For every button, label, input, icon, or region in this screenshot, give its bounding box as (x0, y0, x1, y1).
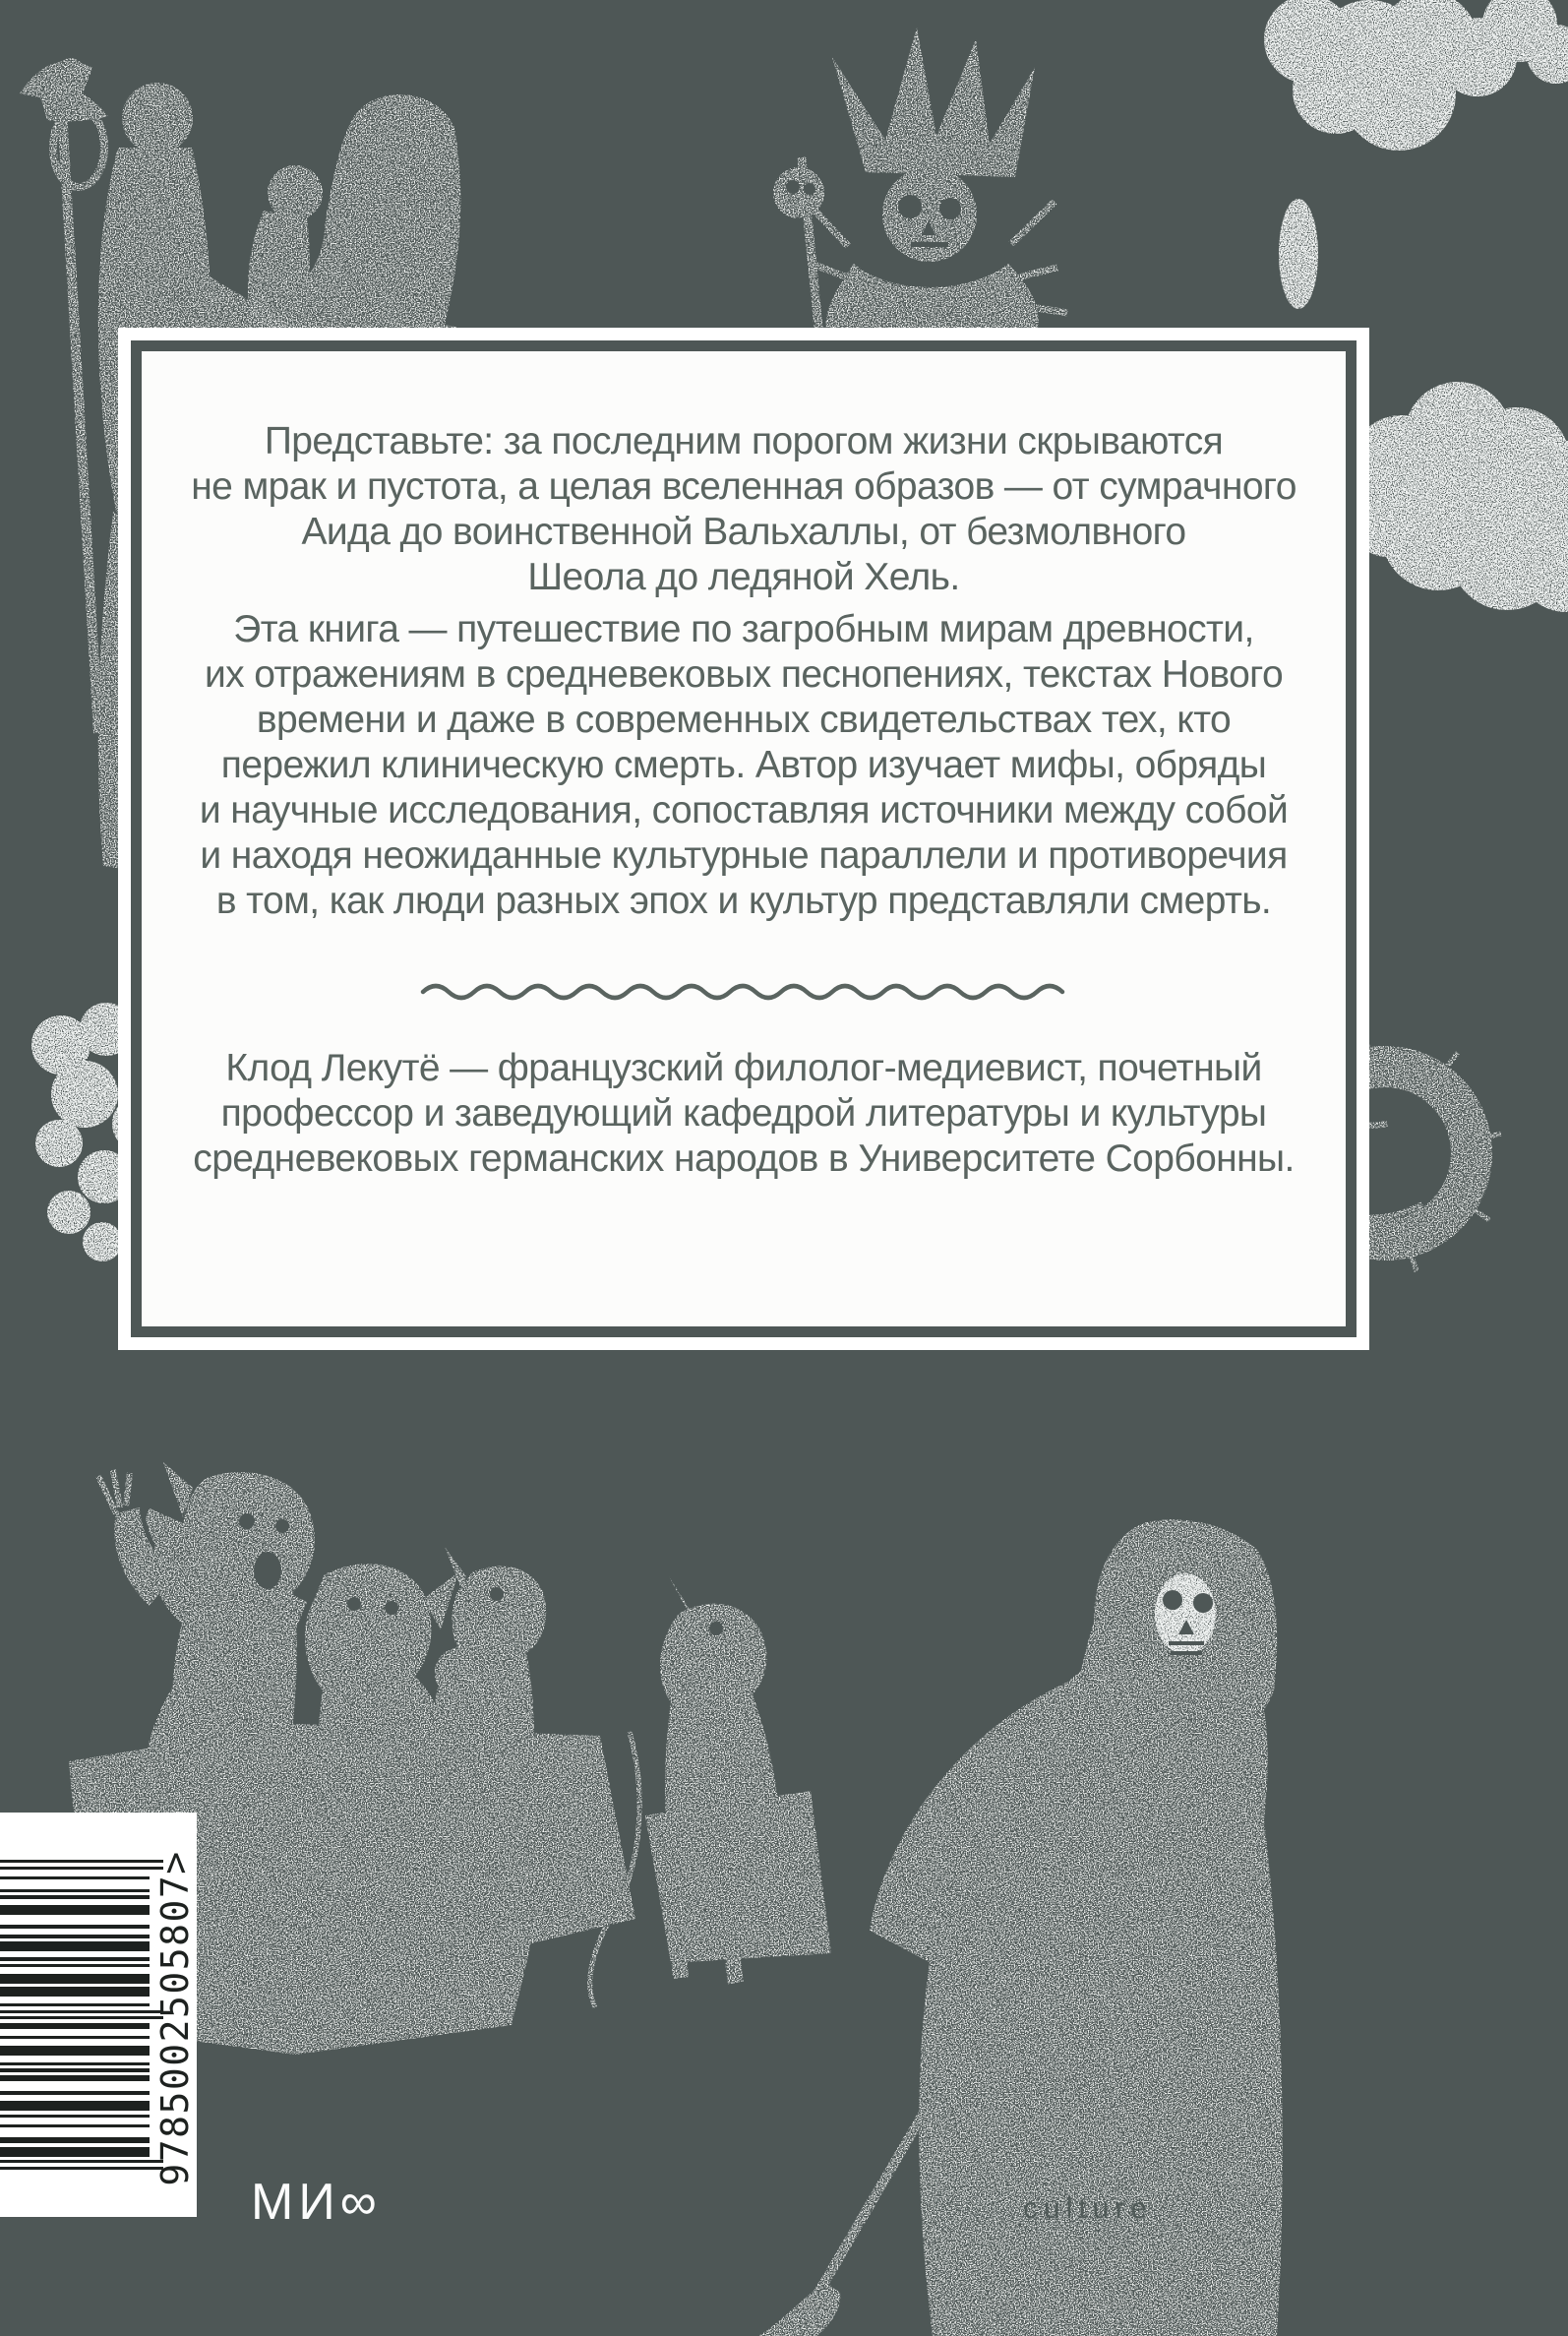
barcode-bar (0, 1867, 163, 1870)
blurb-line: профессор и заведующий кафедрой литературы и культуры (220, 1092, 1267, 1135)
blurb-line: Эта книга — путешествие по загробным мирам древности, (233, 608, 1254, 650)
barcode-bar (0, 2036, 150, 2039)
blurb-line: пережил клиническую смерть. Автор изучает мифы, обряды (220, 744, 1267, 786)
blurb-paragraph-1 (142, 419, 1346, 600)
blurb-line: времени и даже в современных свидетельствах тех, кто (256, 699, 1232, 741)
barcode-bar (0, 2160, 163, 2163)
barcode-bar (0, 2023, 150, 2030)
blurb-line: не мрак и пустота, а целая вселенная образов — от сумрачного (191, 465, 1297, 508)
barcode-bars (0, 1860, 163, 2170)
isbn-barcode (0, 1813, 197, 2217)
barcode-bar (0, 2068, 150, 2071)
barcode-bar (0, 2016, 163, 2019)
barcode-bar (0, 2062, 150, 2065)
blurb-line: их отражениям в средневековых песнопениях, текстах Нового (204, 653, 1284, 696)
barcode-bar (0, 1876, 150, 1879)
cloud-top-right-engraving (1264, 0, 1568, 309)
barcode-bar (0, 2091, 150, 2094)
barcode-bar (0, 1987, 150, 1997)
skeleton-king-engraving (773, 28, 1067, 328)
blurb-line: в том, как люди разных эпох и культур представляли смерть. (215, 880, 1272, 922)
culture-watermark: culture (1023, 2192, 1154, 2225)
barcode-bar (0, 1905, 150, 1915)
blurb-line: и научные исследования, сопоставляя источники между собой (199, 789, 1289, 831)
publisher-logo-mif: МИ∞ (251, 2174, 382, 2231)
barcode-bar (0, 2075, 150, 2082)
barcode-bar (0, 2003, 150, 2006)
squiggle-wave-icon (419, 978, 1068, 1004)
barcode-bar (0, 1941, 150, 1951)
barcode-bar (0, 2115, 150, 2118)
blurb-line: Шеола до ледяной Хель. (527, 556, 960, 598)
barcode-bar (0, 2137, 150, 2144)
barcode-bar (0, 1860, 163, 1863)
barcode-bar (0, 2010, 163, 2013)
barcode-bar (0, 2147, 150, 2157)
blurb-line: средневековых германских народов в Университете Сорбонны. (193, 1137, 1295, 1180)
author-bio-paragraph (142, 1046, 1346, 1182)
blurb-line: Клод Лекутё — французский филолог-медиевист, почетный (225, 1047, 1262, 1089)
barcode-bar (0, 2046, 150, 2056)
barcode-bar (0, 1935, 150, 1937)
barcode-bar (0, 1925, 150, 1928)
barcode-bar (0, 1974, 150, 1984)
barcode-bar (0, 2101, 150, 2111)
barcode-number (153, 1842, 197, 2198)
barcode-bar (0, 1889, 150, 1892)
blurb-paragraph-2 (142, 607, 1346, 924)
barcode-bar (0, 1957, 150, 1960)
squiggle-divider (142, 969, 1346, 995)
barcode-bar (0, 1964, 150, 1967)
barcode-number-text: 9785002505807> (153, 1850, 197, 2186)
barcode-bar (0, 1895, 150, 1898)
blurb-line: и находя неожиданные культурные параллели и противоречия (200, 834, 1288, 877)
cloud-right-engraving (1352, 382, 1568, 612)
blurb-card-inner (131, 340, 1357, 1337)
barcode-bar (0, 2124, 150, 2127)
book-blurb (142, 419, 1346, 1182)
blurb-card (118, 328, 1369, 1350)
barcode-bar (0, 2167, 163, 2170)
blurb-line: Представьте: за последним порогом жизни скрываются (264, 420, 1224, 462)
blurb-line: Аида до воинственной Вальхаллы, от безмолвного (301, 511, 1186, 553)
